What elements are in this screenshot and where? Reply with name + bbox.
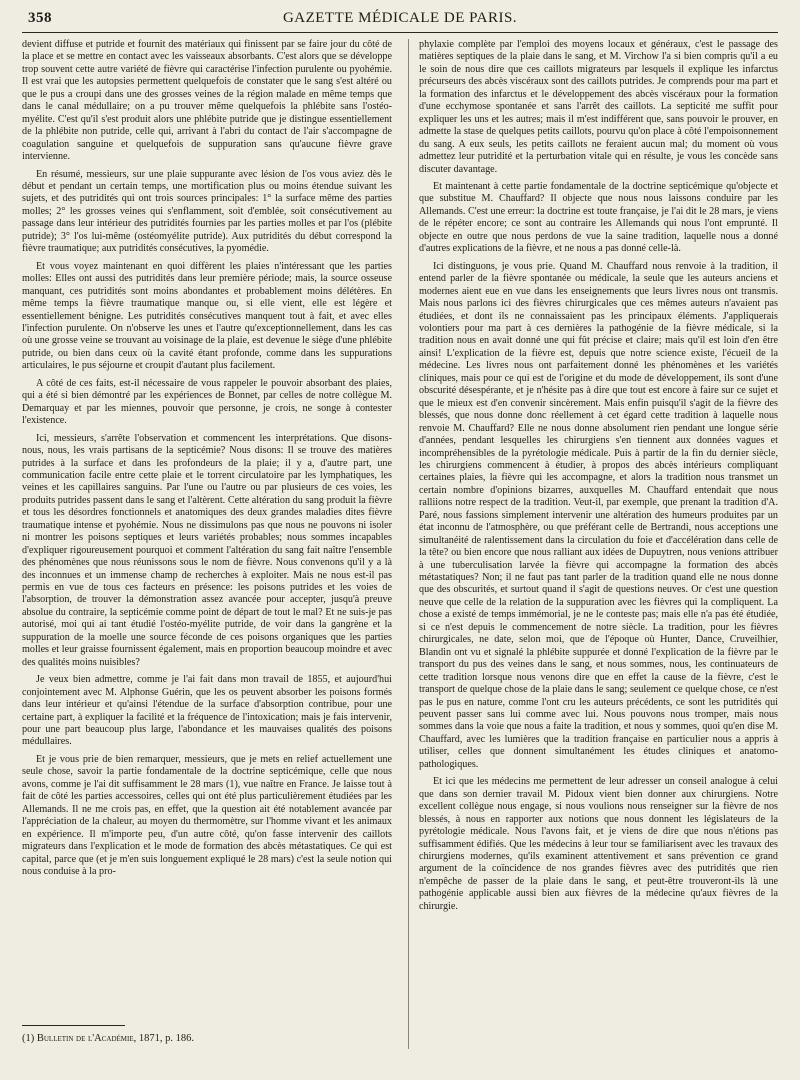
page-number: 358 — [28, 10, 52, 26]
left-column — [22, 39, 392, 1049]
article-paragraph: Et ici que les médecins me permettent de leur adresser un conseil analogue à celui que dans son dernier travail M. Pidoux vient bien donner aux chirurgiens. Notre excellent collègue nous engage, si nous voulions nous renseigner sur la fièvre de nos blessés, à nous en rapporter aux notions que nous donnent les législateurs de la pyrétologie médicale. Nous l'avons fait, et je viens de dire que nous n'étions pas suffisamment édifiés. Que les médecins à leur tour se familiarisent avec les travaux des chirurgiens modernes, qu'ils examinent attentivement et sans prévention ce grand argument de la coïncidence de nos grandes fièvres avec des putridités que rien n'empêche de passer de la plaie dans le sang, et peut-être trouveront-ils là une pathogénie applicable aussi bien aux fièvres de la médecine qu'aux fièvres de la chirurgie. — [419, 776, 778, 912]
journal-title: GAZETTE MÉDICALE DE PARIS. — [282, 10, 518, 26]
article-paragraph: Et maintenant à cette partie fondamentale de la doctrine septicémique qu'objecte et que substitue M. Chauffard? Il objecte que nous nous laissons conduire par les Allemands. C'est une erreur: la doctrine est toute française, je l'ai dit le 28 mars, je viens de le répéter encore; ce sont au contraire les Allemands qui nous l'ont emprunté. Il objecte en outre que nous perdons de vue la saine tradition, laquelle nous a donné d'autres explications de la fièvre, et ne nous a pas donné celle-là. — [419, 180, 778, 255]
text-columns — [22, 39, 778, 1049]
article-paragraph: A côté de ces faits, est-il nécessaire de vous rappeler le pouvoir absorbant des plaies, qui a été si bien démontré par les expériences de Bonnet, par celles de notre collègue M. Demarquay et par les miennes, pouvoir que personne, je crois, ne songe à contester l'existence. — [22, 377, 392, 427]
article-paragraph: Et vous voyez maintenant en quoi diffèrent les plaies n'intéressant que les parties molles: Elles ont aussi des putridités dans leur première période; mais, la source osseuse manquant, ces putridités sont moins abondantes et probablement moins délétères. En même temps la fièvre traumatique manque ou, si elle vient, elle est légère et essentiellement bénigne. Les putridités consécutives manquent tout à fait, et avec elles l'infection purulente. On n'observe les unes et l'autre qu'exceptionnellement, dans les cas où une grosse veine se trouvant au voisinage de la plaie, est devenue le siège d'une phlébite putride, ou bien dans ceux où la cavité étant profonde, comme dans les suppurations articulaires, le pus séjourne et croupit d'autant plus facilement. — [22, 260, 392, 372]
article-paragraph: Et je vous prie de bien remarquer, messieurs, que je mets en relief actuellement une seule chose, savoir la partie fondamentale de la doctrine septicémique, celle que nous avons, comme je l'ai dit suffisamment le 28 mars (1), vue naître en France. Je laisse tout à fait de côté les parties accessoires, celles qui ont été plus particulièrement étudiées par les Allemands. Il ne me crois pas, en effet, que la question ait été notablement avancée par l'appréciation de la chaleur, au moyen du thermomètre, sur l'homme vivant et les animaux en expérience. Il m'importe peu, d'un autre côté, qu'on fasse intervenir des caillots migrateurs dans l'explication et le mode de formation des abcès métastatiques. Ce qui est capital, parce que (et je m'en suis longuement expliqué le 28 mars) c'est la seule notion qui nous conduise à la pro- — [22, 753, 392, 877]
article-paragraph: En résumé, messieurs, sur une plaie suppurante avec lésion de l'os vous aviez dès le début et pendant un certain temps, une mortification plus ou moins étendue suivant les sujets, et des putridités qui ont trois sources principales: 1° la surface même des parties molles; 2° les grosses veines qui s'enflamment, soit d'emblée, soit consécutivement au passage dans leur intérieur des putridités fournies par les parties molles et par l'os (plébite putride); 3° l'os lui-même (ostéomyélite putride). Aux putridités du début correspond la fièvre traumatique; aux putridités consécutives, la pyomédie. — [22, 168, 392, 255]
footnote-divider — [22, 1025, 125, 1026]
right-column — [408, 39, 778, 1049]
article-paragraph: phylaxie complète par l'emploi des moyens locaux et généraux, c'est le passage des matières septiques de la plaie dans le sang, et M. Virchow l'a si bien compris qu'il a eu le soin de nous dire que ces caillots migrateurs par lesquels il explique les infarctus précurseurs des abcès viscéraux sont des caillots putrides. Je comprends pour ma part et la formation des infarctus et le développement des abcès viscéraux pour la formation d'une ecchymose spontanée et sans l'arrêt des caillots. La septicité me suffit pour expliquer les uns et les autres; mais il m'est indifférent que, sans pouvoir le prouver, en admette la stase de quelques petits caillots, pourvu qu'on place à côté l'empoisonnement du sang. A eux seuls, les petits caillots ne feraient aucun mal; du moment où vous admettez leur putridité et la perturbation vitale qui en résulte, je vous les concède sans discuter davantage. — [419, 39, 778, 175]
article-paragraph: Je veux bien admettre, comme je l'ai fait dans mon travail de 1855, et aujourd'hui conjointement avec M. Alphonse Guérin, que les os peuvent absorber les poisons formés dans leur intérieur et qu'ainsi l'étendue de la surface d'absorption contribue, pour une certaine part, à expliquer la facilité et la fréquence de l'intoxication; mais je fais intervenir, pour une part beaucoup plus large, l'abondance et les mauvaises qualités des poisons médullaires. — [22, 674, 392, 748]
article-paragraph: devient diffuse et putride et fournit des matériaux qui finissent par se faire jour du côté de la place et se mettre en contact avec les vaisseaux absorbants. C'est alors que se développe trop souvent cette autre variété de fièvre qui caractérise l'infection purulente ou pyohémie. Il est vrai que les autopsies permettent quelquefois de constater que le sang s'est altéré ou que le pus a croupi dans une des grosses veines de la région malade en même temps que dans le canal médullaire; on a pu trouver même quelquefois la phlébite sans l'ostéo-myélite. C'est qu'il s'est produit alors une phlébite putride que je distingue essentiellement de la phlébite non putride, celle qui, arrivant à l'abri du contact de l'air s'accompagne de coagulation sanguine et quelquefois de suppuration sans qu'aucune fièvre grave intervienne. — [22, 39, 392, 163]
article-paragraph: Ici, messieurs, s'arrête l'observation et commencent les interprétations. Que disons-nous, nous, les vrais partisans de la septicémie? Nous disons: Il se trouve des matières putrides à la surface et dans les profondeurs de la plaie; il y a, d'autre part, une communication facile entre cette plaie et le torrent circulatoire par les lymphatiques, les veines et les capillaires sanguins. Par l'une ou l'autre ou par plusieurs de ces voies, les produits putrides passent dans le sang et l'altèrent. Cette altération du sang produit la fièvre et tous les désordres fonctionnels et anatomiques des deux grandes maladies dites fièvre traumatique intense et pyohémie. Nous ne dissimulons pas que nous ne pouvons ni isoler ni montrer les poisons septiques et leurs variétés probables; nous sommes incapables d'expliquer rigoureusement pourquoi et comment l'altération du sang fait naître l'ensemble des phénomènes que nous réunissons sous le nom de fièvre. Nous convenons qu'il y a là des inconnues et un immense champ de recherches à exploiter. Mais ne nous est-il pas permis en vue de tous ces facteurs en présence: les poisons putrides et les voies de l'absorption, de trouver la démonstration assez avancée pour accepter, jusqu'à preuve absolue du contraire, la septicémie comme point de départ de tout le mal? Et ne suis-je pas autorisé, moi qui ai tant étudié l'ostéo-myélite putride, de voir dans la gangrène et la suppuration de la moelle une source féconde de ces poisons organiques que les parties molles et leur graisse fournissent également, mais en proportion beaucoup moindre et avec des qualités moins nuisibles? — [22, 432, 392, 668]
footnote-source: Bulletin de l'Académie — [36, 1033, 134, 1044]
footnote-marker: (1) — [22, 1033, 35, 1044]
page-header — [22, 10, 778, 33]
footnote: (1) Bulletin de l'Académie, 1871, p. 186. — [22, 1015, 194, 1045]
article-paragraph: Ici distinguons, je vous prie. Quand M. Chauffard nous renvoie à la tradition, il entend parler de la fièvre spontanée ou médicale, la seule que les auteurs anciens et modernes aient eue en vue dans les enseignements que leurs livres nous ont transmis. Mais nous parlons ici des fièvres chirurgicales que ces mêmes auteurs n'avaient pas étudiées, et dont ils ne connaissaient pas les principaux éléments. J'appliquerais volontiers pour ma part à ces dernières la pathogénie de la fièvre médicale, si la tradition nous en avait donné une qui fût précise et claire; mais qu'il est loin d'en être ainsi! L'explication de la fièvre est, depuis que notre science existe, l'écueil de la médecine. Les livres nous ont parfaitement donné les phénomènes et les variétés cliniques, mais pour ce qui est de l'origine et du mode de développement, ils sont d'une obscurité désespérante, et je n'hésite pas à dire que tout est encore à faire sur ce sujet et que le mieux est d'en convenir sincèrement. Mais enfin puisqu'il s'agit de la fièvre des blessés, que nous donne donc réellement à cet égard cette tradition à laquelle nous renvoie M. Chauffard? Elle ne nous donne absolument rien pendant une longue série d'années, pendant lesquelles les chirurgiens s'en tiennent aux données vagues et incompréhensibles de la pyrétologie médicale. Puis à partir de la fin du dernier siècle, les chirurgiens commencent à étudier, à propos des abcès intérieurs compliquant certaines plaies, la fièvre qui les accompagne, et alors la tradition nous transmet un certain nombre d'opinions bizarres, auxquelles M. Chauffard entendait que nous ralliions notre respect de la tradition. Veut-il, par exemple, que prenant la tradition d'A. Paré, nous fassions simplement intervenir une altération des humeurs produites par un état inconnu de l'atmosphère, ou que préférant celle de Bertrandi, nous acceptions une simultanéité de ralentissement dans la circulation du foie et d'accélération dans celle de la tête? ou bien encore que nous ralliant aux idées de Dupuytren, nous venions attribuer à une tuberculisation larvée la fièvre qui accompagne la formation des abcès métastatiques? Non; il ne faut pas tant parler de la tradition quand elle ne nous donne que des obscurités, et surtout quand il s'agit de questions neuves. Or c'est une question neuve que celle de la relation de la suppuration avec les fièvres qui la compliquent. La chose a existé de temps immémorial, je ne le conteste pas; mais elle n'a pas été étudiée, si ce n'est depuis le commencement de notre siècle. La tradition, pour les fièvres chirurgicales, ne date, selon moi, que de l'époque où Hunter, Dance, Cruveilhier, Blandin ont vu et signalé la phlébite suppurée et donné l'explication de la fièvre par le transport du pus des veines dans le sang, et nous sommes, nous, les continuateurs de cette tradition lorsque nous venons dire que en effet la cause de la fièvre, c'est le transport de quelque chose de la plaie dans le sang; seulement ce quelque chose, ce n'est pas le pus en nature, comme l'ont cru les auteurs précédents, ce sont les putridités qui peuvent passer sans lui comme avec lui. Nous pouvons nous tromper, mais nous sommes dans la voie que nous a faite la tradition, et nous y sommes, quoi qu'en dise M. Chauffard, avec les lumières que la tradition française en particulier nous a appris à utiliser, celles que donnent simultanément les études cliniques et anatomo-pathologiques. — [419, 260, 778, 770]
footnote-detail: 1871, p. 186. — [138, 1033, 195, 1044]
